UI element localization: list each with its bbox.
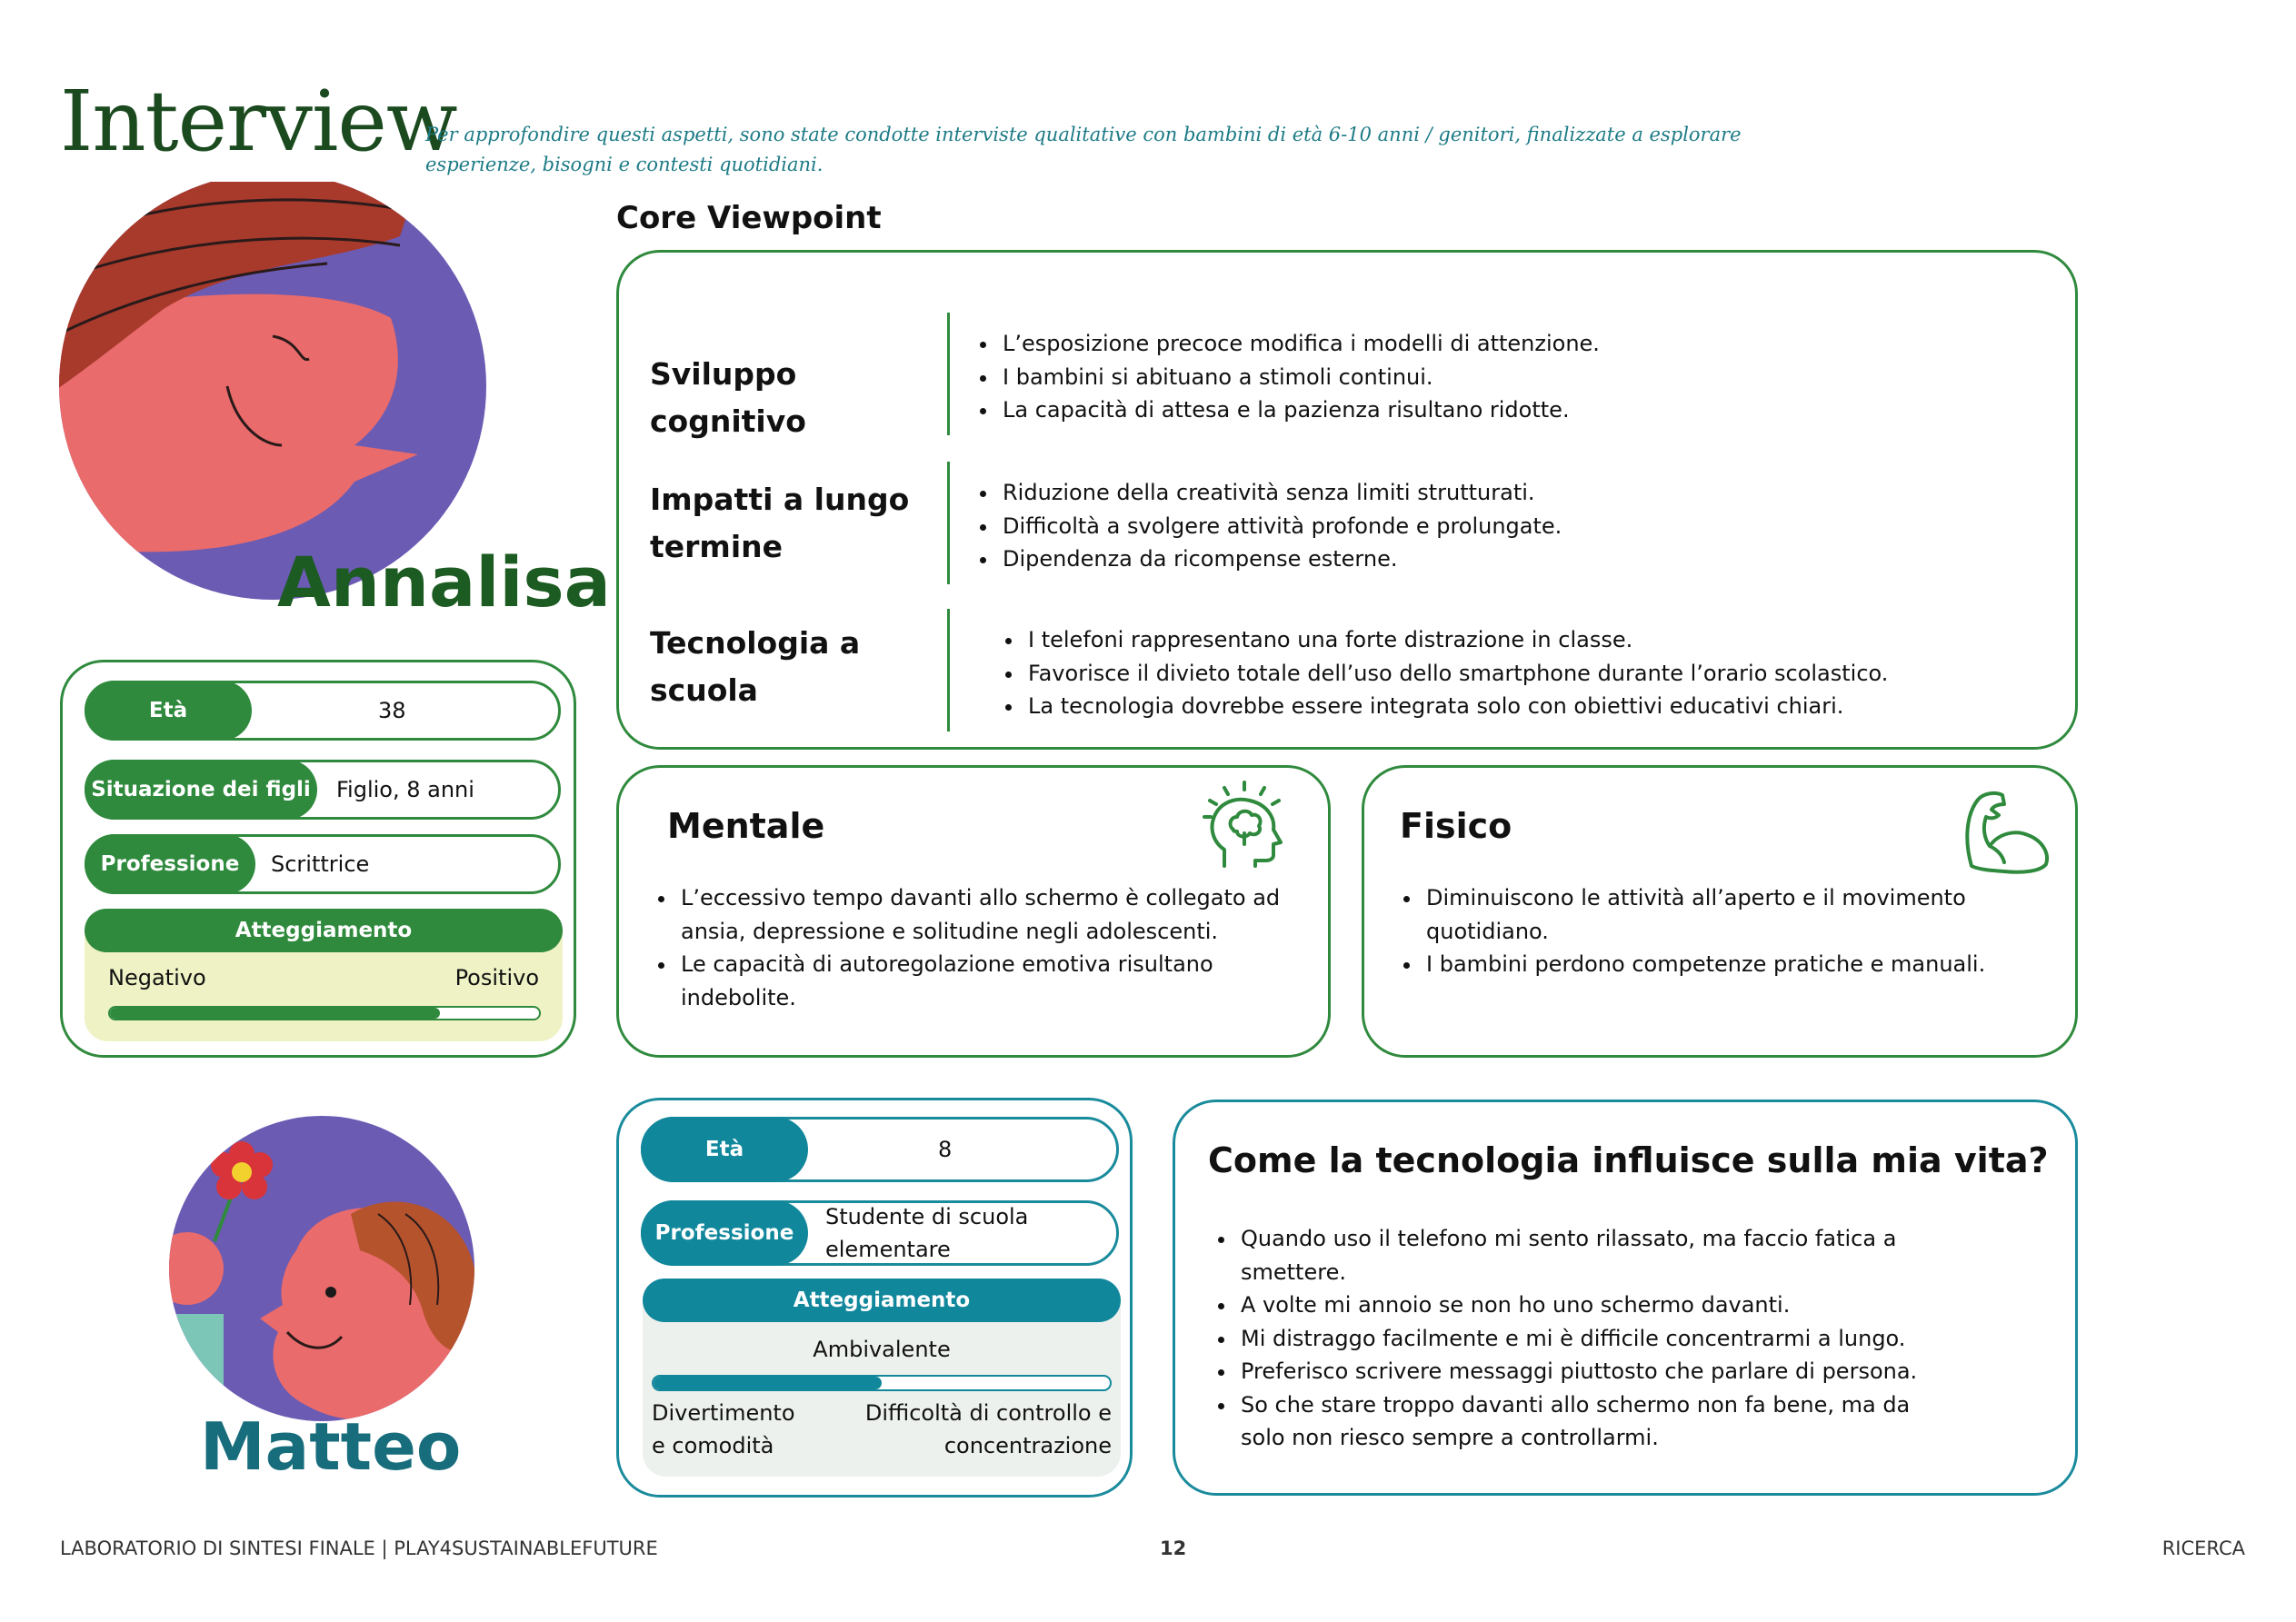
list-item: • I bambini si abituano a stimoli continui. xyxy=(999,361,1600,394)
matteo-right-label: Difficoltà di controllo e concentrazione xyxy=(864,1400,1112,1458)
page-title: Interview xyxy=(60,73,457,170)
list-item: • Le capacità di autoregolazione emotiva risultano indebolite. xyxy=(677,948,1313,1014)
question-list xyxy=(1212,1222,1955,1455)
cv-divider xyxy=(947,609,950,731)
core-viewpoint-card xyxy=(616,250,2078,750)
footer-right: RICERCA xyxy=(2161,1537,2245,1559)
list-item: • Quando uso il telefono mi sento rilassato, ma faccio fatica a smettere. xyxy=(1237,1222,1955,1289)
negativo-label: Negativo xyxy=(108,965,206,990)
matteo-atteggiamento-bar xyxy=(652,1375,1112,1391)
core-viewpoint-title: Core Viewpoint xyxy=(616,200,882,236)
eta-pill xyxy=(85,681,561,741)
professione-pill xyxy=(85,834,561,894)
figli-label: Situazione dei figli xyxy=(85,760,317,820)
list-item: • Mi distraggo facilmente e mi è difficile concentrarmi a lungo. xyxy=(1237,1322,1955,1356)
matteo-question-card xyxy=(1173,1100,2078,1496)
matteo-eta-pill xyxy=(641,1117,1119,1182)
eta-value: 38 xyxy=(378,698,406,723)
atteggiamento-label: Atteggiamento xyxy=(85,909,563,952)
matteo-name: Matteo xyxy=(200,1408,462,1485)
matteo-left-label: Divertimento e comodità xyxy=(652,1400,795,1458)
mentale-title: Mentale xyxy=(667,806,825,846)
atteggiamento-panel xyxy=(85,909,563,1041)
list-item: • I telefoni rappresentano una forte distrazione in classe. xyxy=(1024,623,1888,657)
list-item: • Diminuiscono le attività all’aperto e il movimento quotidiano. xyxy=(1423,881,2059,948)
cv-divider xyxy=(947,462,950,584)
list-item: • Difficoltà a svolgere attività profonde e prolungate. xyxy=(999,510,1562,543)
footer-left: LABORATORIO DI SINTESI FINALE | PLAY4SUSTAINABLEFUTURE xyxy=(60,1537,658,1559)
matteo-eta-label: Età xyxy=(641,1117,808,1182)
intro-text: Per approfondire questi aspetti, sono state condotte interviste qualitative con bambini di età 6-10 anni / genitori, finalizzate a esplorare esperienze, bisogni e contesti quotidiani. xyxy=(425,124,1742,175)
list-item: • Preferisco scrivere messaggi piuttosto che parlare di persona. xyxy=(1237,1355,1955,1388)
list-item: • La capacità di attesa e la pazienza risultano ridotte. xyxy=(999,393,1600,427)
matteo-avatar xyxy=(169,1114,474,1423)
list-item: • Riduzione della creatività senza limiti strutturati. xyxy=(999,476,1562,510)
matteo-atteggiamento-fill xyxy=(654,1377,882,1389)
matteo-eta-value: 8 xyxy=(938,1137,953,1162)
positivo-label: Positivo xyxy=(454,965,539,990)
mentale-list xyxy=(652,881,1313,1014)
atteggiamento-bar xyxy=(108,1006,541,1020)
list-item: • La tecnologia dovrebbe essere integrata solo con obiettivi educativi chiari. xyxy=(1024,690,1888,723)
atteggiamento-fill xyxy=(110,1008,440,1019)
professione-label: Professione xyxy=(85,834,255,894)
list-item: • L’eccessivo tempo davanti allo schermo è collegato ad ansia, depressione e solitudine negli adolescenti. xyxy=(677,881,1313,948)
annalisa-name: Annalisa xyxy=(277,542,611,622)
cv-list-tecnologia xyxy=(999,623,1888,723)
list-item: • So che stare troppo davanti allo schermo non fa bene, ma da solo non riesco sempre a controllarmi. xyxy=(1237,1388,1955,1455)
flexed-arm-icon xyxy=(1959,786,2057,877)
annalisa-avatar xyxy=(55,182,491,600)
cv-label-impatti: Impatti a lungo termine xyxy=(650,482,910,564)
matteo-atteggiamento-panel xyxy=(643,1279,1121,1477)
cv-list-sviluppo xyxy=(973,327,1600,427)
mentale-card xyxy=(616,765,1331,1058)
figli-pill xyxy=(85,760,561,820)
matteo-professione-pill xyxy=(641,1200,1119,1266)
matteo-atteggiamento-label: Atteggiamento xyxy=(643,1279,1121,1322)
fisico-card xyxy=(1362,765,2078,1058)
list-item: • L’esposizione precoce modifica i modelli di attenzione. xyxy=(999,327,1600,361)
list-item: • Dipendenza da ricompense esterne. xyxy=(999,542,1562,576)
professione-value: Scrittrice xyxy=(271,851,370,877)
annalisa-info-card xyxy=(60,660,576,1058)
list-item: • Favorisce il divieto totale dell’uso dello smartphone durante l’orario scolastico. xyxy=(1024,657,1888,691)
matteo-info-card xyxy=(616,1098,1133,1498)
list-item: • A volte mi annoio se non ho uno schermo davanti. xyxy=(1237,1289,1955,1322)
fisico-list xyxy=(1397,881,2059,981)
page-number: 12 xyxy=(1160,1537,1187,1559)
question-title: Come la tecnologia influisce sulla mia vita? xyxy=(1208,1140,2049,1180)
matteo-professione-value: Studente di scuola elementare xyxy=(825,1204,1029,1262)
figli-value: Figlio, 8 anni xyxy=(336,777,474,802)
ambivalente-label: Ambivalente xyxy=(813,1337,951,1362)
cv-label-sviluppo: Sviluppo cognitivo xyxy=(650,356,806,439)
cv-label-tecnologia: Tecnologia a scuola xyxy=(650,625,861,708)
cv-list-impatti xyxy=(973,476,1562,576)
cv-divider xyxy=(947,313,950,435)
matteo-professione-label: Professione xyxy=(641,1200,808,1266)
fisico-title: Fisico xyxy=(1400,806,1512,846)
list-item: • I bambini perdono competenze pratiche e manuali. xyxy=(1423,948,2059,981)
brain-head-icon xyxy=(1197,777,1299,879)
eta-label: Età xyxy=(85,681,252,741)
